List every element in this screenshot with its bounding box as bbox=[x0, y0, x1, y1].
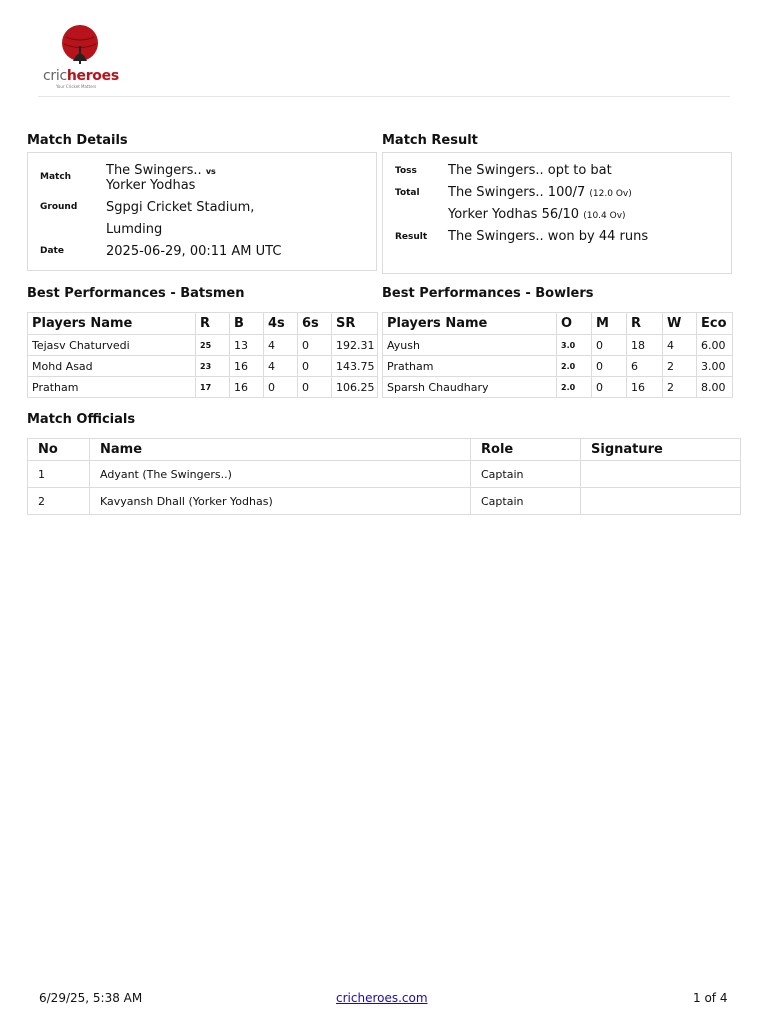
table-row bbox=[28, 461, 741, 488]
col-header-overs: O bbox=[557, 313, 592, 335]
date-value: 2025-06-29, 00:11 AM UTC bbox=[106, 244, 282, 259]
col-header-runs: R bbox=[196, 313, 230, 335]
sixes: 0 bbox=[298, 335, 332, 356]
page-number: 1 of 4 bbox=[693, 991, 728, 1005]
batsmen-table bbox=[27, 312, 378, 398]
bowlers-title: Best Performances - Bowlers bbox=[382, 286, 594, 301]
col-header-players-name: Players Name bbox=[28, 313, 196, 335]
header-divider bbox=[38, 96, 730, 97]
col-header-signature: Signature bbox=[581, 439, 741, 461]
runs: 17 bbox=[196, 377, 230, 398]
runs: 6 bbox=[627, 356, 663, 377]
col-header-runs: R bbox=[627, 313, 663, 335]
col-header-role: Role bbox=[471, 439, 581, 461]
maidens: 0 bbox=[592, 377, 627, 398]
total-label: Total bbox=[395, 188, 420, 198]
player-name: Pratham bbox=[383, 356, 557, 377]
overs: 3.0 bbox=[557, 335, 592, 356]
total1-score: The Swingers.. 100/7 bbox=[448, 185, 586, 200]
sixes: 0 bbox=[298, 377, 332, 398]
table-row bbox=[28, 335, 378, 356]
col-header-name: Name bbox=[90, 439, 471, 461]
table-row bbox=[383, 356, 733, 377]
cricheroes-link[interactable]: cricheroes.com bbox=[336, 991, 428, 1005]
official-name: Kavyansh Dhall (Yorker Yodhas) bbox=[90, 488, 471, 515]
match-officials-title: Match Officials bbox=[27, 412, 136, 427]
col-header-sixes: 6s bbox=[298, 313, 332, 335]
total2-overs: (10.4 Ov) bbox=[583, 211, 626, 221]
match-result-box bbox=[382, 152, 732, 274]
fours: 4 bbox=[264, 335, 298, 356]
result-value: The Swingers.. won by 44 runs bbox=[448, 229, 649, 244]
cricheroes-logo bbox=[40, 22, 122, 92]
overs: 2.0 bbox=[557, 356, 592, 377]
col-header-balls: B bbox=[230, 313, 264, 335]
batsmen-title: Best Performances - Batsmen bbox=[27, 286, 245, 301]
maidens: 0 bbox=[592, 356, 627, 377]
bowlers-header-row bbox=[383, 313, 733, 335]
col-header-no: No bbox=[28, 439, 90, 461]
col-header-economy: Eco bbox=[697, 313, 733, 335]
strike-rate: 106.25 bbox=[332, 377, 378, 398]
table-row bbox=[28, 356, 378, 377]
player-name: Mohd Asad bbox=[28, 356, 196, 377]
total2-score: Yorker Yodhas 56/10 bbox=[448, 207, 580, 222]
official-role: Captain bbox=[471, 461, 581, 488]
total1-overs: (12.0 Ov) bbox=[589, 189, 632, 199]
cricket-ball-icon bbox=[60, 24, 100, 64]
wickets: 2 bbox=[663, 377, 697, 398]
brand-tagline: Your Cricket Matters bbox=[56, 84, 97, 89]
player-name: Pratham bbox=[28, 377, 196, 398]
balls: 13 bbox=[230, 335, 264, 356]
official-no: 1 bbox=[28, 461, 90, 488]
team2-name: Yorker Yodhas bbox=[106, 178, 196, 193]
result-label: Result bbox=[395, 232, 428, 242]
match-details-box bbox=[27, 152, 377, 271]
batsmen-header-row bbox=[28, 313, 378, 335]
official-no: 2 bbox=[28, 488, 90, 515]
maidens: 0 bbox=[592, 335, 627, 356]
match-teams-line1 bbox=[106, 163, 216, 178]
officials-table bbox=[27, 438, 741, 515]
economy: 3.00 bbox=[697, 356, 733, 377]
ground-line2: Lumding bbox=[106, 222, 163, 237]
runs: 18 bbox=[627, 335, 663, 356]
vs-label: vs bbox=[205, 167, 216, 176]
table-row bbox=[383, 377, 733, 398]
overs: 2.0 bbox=[557, 377, 592, 398]
col-header-maidens: M bbox=[592, 313, 627, 335]
fours: 4 bbox=[264, 356, 298, 377]
table-row bbox=[383, 335, 733, 356]
economy: 6.00 bbox=[697, 335, 733, 356]
sixes: 0 bbox=[298, 356, 332, 377]
team1-name: The Swingers.. bbox=[106, 163, 202, 178]
ground-line1: Sgpgi Cricket Stadium, bbox=[106, 200, 255, 215]
strike-rate: 192.31 bbox=[332, 335, 378, 356]
runs: 23 bbox=[196, 356, 230, 377]
brand-name: cricheroes bbox=[43, 68, 119, 84]
col-header-fours: 4s bbox=[264, 313, 298, 335]
footer-link-wrap bbox=[336, 991, 428, 1005]
runs: 25 bbox=[196, 335, 230, 356]
official-name: Adyant (The Swingers..) bbox=[90, 461, 471, 488]
strike-rate: 143.75 bbox=[332, 356, 378, 377]
runs: 16 bbox=[627, 377, 663, 398]
officials-header-row bbox=[28, 439, 741, 461]
total1-line bbox=[448, 185, 632, 200]
col-header-strike-rate: SR bbox=[332, 313, 378, 335]
footer-datetime: 6/29/25, 5:38 AM bbox=[39, 991, 143, 1005]
table-row bbox=[28, 377, 378, 398]
official-role: Captain bbox=[471, 488, 581, 515]
player-name: Tejasv Chaturvedi bbox=[28, 335, 196, 356]
economy: 8.00 bbox=[697, 377, 733, 398]
balls: 16 bbox=[230, 377, 264, 398]
match-result-title: Match Result bbox=[382, 133, 478, 148]
official-signature bbox=[581, 461, 741, 488]
official-signature bbox=[581, 488, 741, 515]
table-row bbox=[28, 488, 741, 515]
wickets: 4 bbox=[663, 335, 697, 356]
player-name: Sparsh Chaudhary bbox=[383, 377, 557, 398]
player-name: Ayush bbox=[383, 335, 557, 356]
fours: 0 bbox=[264, 377, 298, 398]
col-header-players-name: Players Name bbox=[383, 313, 557, 335]
match-details-title: Match Details bbox=[27, 133, 128, 148]
total2-line bbox=[448, 207, 626, 222]
balls: 16 bbox=[230, 356, 264, 377]
toss-label: Toss bbox=[395, 166, 417, 176]
bowlers-table bbox=[382, 312, 733, 398]
toss-value: The Swingers.. opt to bat bbox=[448, 163, 612, 178]
col-header-wickets: W bbox=[663, 313, 697, 335]
date-label: Date bbox=[40, 246, 64, 256]
ground-label: Ground bbox=[40, 202, 78, 212]
match-label: Match bbox=[40, 172, 72, 182]
wickets: 2 bbox=[663, 356, 697, 377]
